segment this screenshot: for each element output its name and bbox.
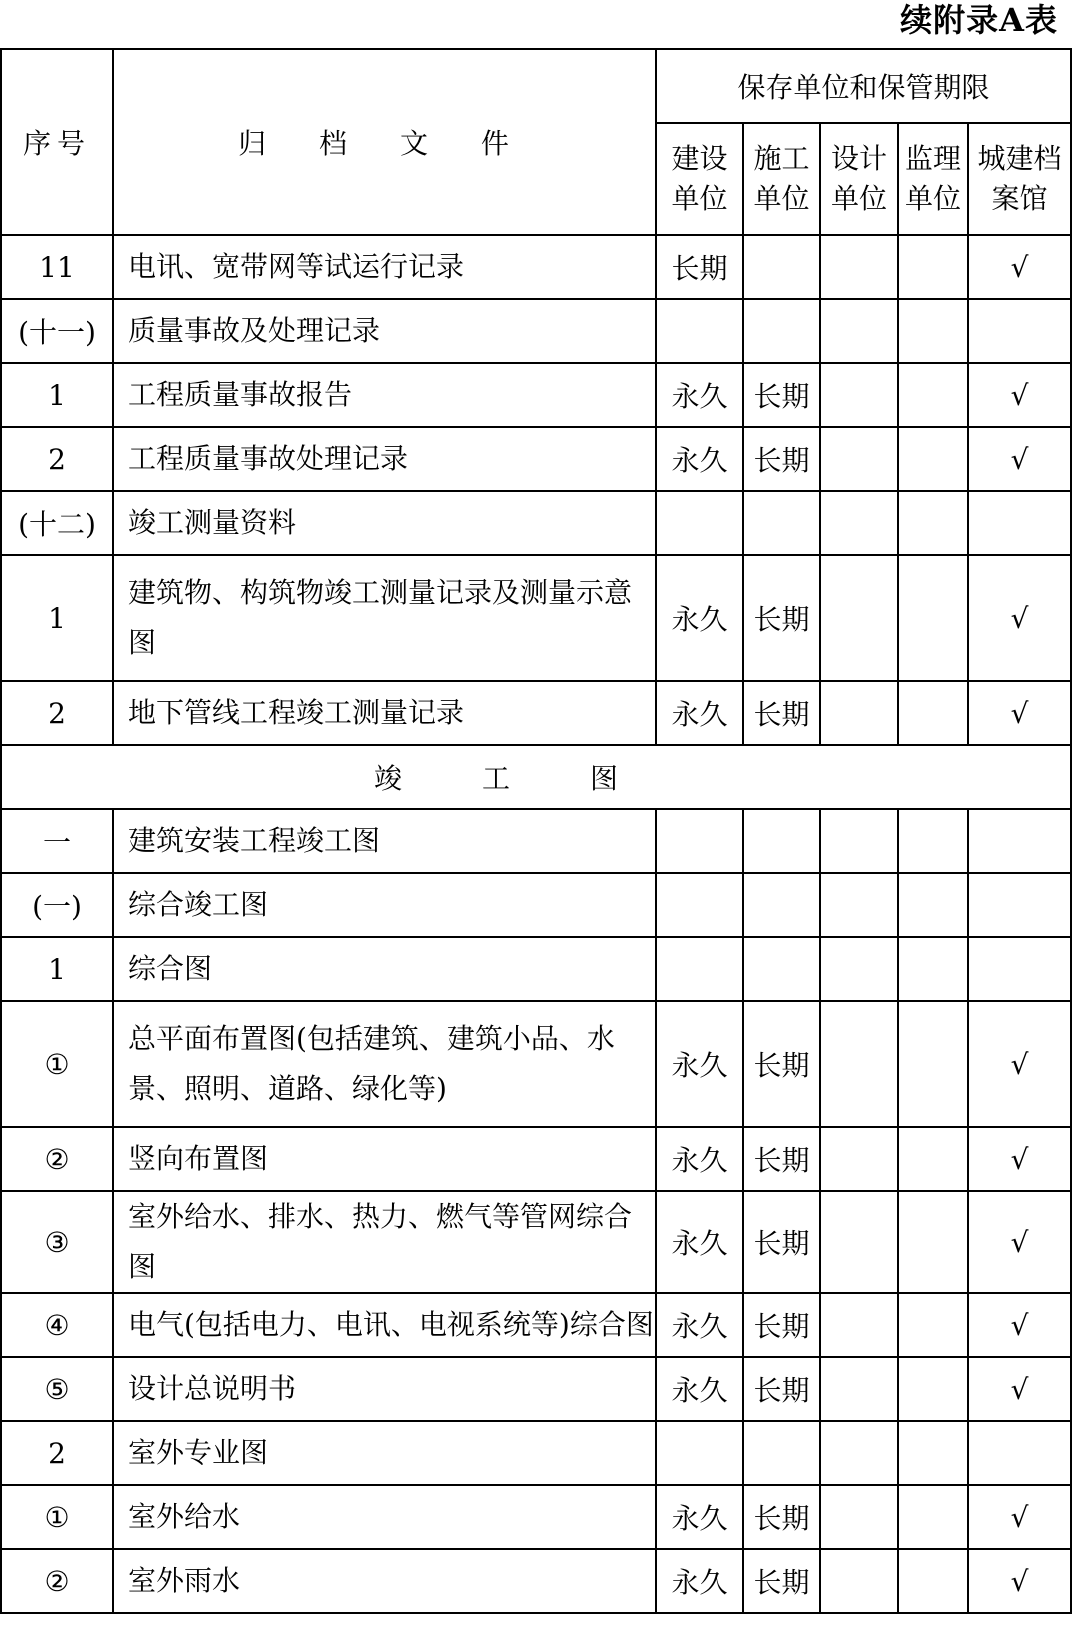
row-design-unit — [820, 681, 898, 745]
row-seq: 1 — [1, 555, 113, 681]
row-contractor-unit: 长期 — [743, 363, 820, 427]
row-supervision-unit — [898, 491, 968, 555]
row-design-unit — [820, 809, 898, 873]
row-design-unit — [820, 1485, 898, 1549]
row-design-unit — [820, 299, 898, 363]
row-document: 电气(包括电力、电讯、电视系统等)综合图 — [113, 1293, 656, 1357]
row-document: 电讯、宽带网等试运行记录 — [113, 235, 656, 299]
row-design-unit — [820, 235, 898, 299]
row-seq: ⑤ — [1, 1357, 113, 1421]
header-col-archive: 城建档 案馆 — [968, 123, 1071, 235]
header-seq: 序号 — [1, 49, 113, 235]
row-construction-unit — [656, 491, 743, 555]
row-archive-check: √ — [968, 1357, 1071, 1421]
row-seq: (一) — [1, 873, 113, 937]
row-design-unit — [820, 1293, 898, 1357]
row-archive-check: √ — [968, 1127, 1071, 1191]
row-document: 综合竣工图 — [113, 873, 656, 937]
row-document: 工程质量事故处理记录 — [113, 427, 656, 491]
row-supervision-unit — [898, 363, 968, 427]
row-archive-check — [968, 809, 1071, 873]
table-body-a — [1, 235, 1071, 745]
row-construction-unit — [656, 809, 743, 873]
row-construction-unit: 永久 — [656, 1127, 743, 1191]
table-caption: 续附录A表 — [900, 1, 1058, 39]
row-contractor-unit: 长期 — [743, 555, 820, 681]
row-construction-unit: 永久 — [656, 1293, 743, 1357]
row-seq: 一 — [1, 809, 113, 873]
row-supervision-unit — [898, 555, 968, 681]
row-document: 室外专业图 — [113, 1421, 656, 1485]
row-archive-check — [968, 1421, 1071, 1485]
row-design-unit — [820, 1001, 898, 1127]
row-contractor-unit — [743, 299, 820, 363]
row-design-unit — [820, 363, 898, 427]
row-seq: ③ — [1, 1191, 113, 1293]
row-archive-check — [968, 873, 1071, 937]
row-design-unit — [820, 937, 898, 1001]
header-retention-group: 保存单位和保管期限 — [656, 49, 1071, 123]
row-supervision-unit — [898, 235, 968, 299]
row-construction-unit: 永久 — [656, 1357, 743, 1421]
archive-table — [0, 48, 1072, 1614]
row-supervision-unit — [898, 873, 968, 937]
row-construction-unit: 永久 — [656, 681, 743, 745]
row-contractor-unit: 长期 — [743, 1001, 820, 1127]
row-document: 总平面布置图(包括建筑、建筑小品、水景、照明、道路、绿化等) — [113, 1001, 656, 1127]
row-contractor-unit: 长期 — [743, 1357, 820, 1421]
row-contractor-unit — [743, 491, 820, 555]
row-construction-unit: 永久 — [656, 1191, 743, 1293]
table-row — [1, 937, 1071, 1001]
row-archive-check — [968, 491, 1071, 555]
row-archive-check: √ — [968, 681, 1071, 745]
row-construction-unit — [656, 299, 743, 363]
section-row — [1, 745, 1071, 809]
row-supervision-unit — [898, 1485, 968, 1549]
row-document: 综合图 — [113, 937, 656, 1001]
row-design-unit — [820, 491, 898, 555]
row-construction-unit: 永久 — [656, 427, 743, 491]
row-seq: ① — [1, 1485, 113, 1549]
row-contractor-unit — [743, 1421, 820, 1485]
row-contractor-unit — [743, 937, 820, 1001]
row-construction-unit: 长期 — [656, 235, 743, 299]
row-document: 质量事故及处理记录 — [113, 299, 656, 363]
row-design-unit — [820, 1549, 898, 1613]
row-seq: 1 — [1, 363, 113, 427]
row-archive-check: √ — [968, 1191, 1071, 1293]
row-contractor-unit: 长期 — [743, 1293, 820, 1357]
table-row — [1, 809, 1071, 873]
row-contractor-unit: 长期 — [743, 1127, 820, 1191]
row-archive-check — [968, 299, 1071, 363]
row-contractor-unit: 长期 — [743, 427, 820, 491]
row-construction-unit: 永久 — [656, 1001, 743, 1127]
table-row — [1, 555, 1071, 681]
row-supervision-unit — [898, 1421, 968, 1485]
section-title: 竣工图 — [1, 745, 1071, 809]
row-document: 竖向布置图 — [113, 1127, 656, 1191]
row-document: 设计总说明书 — [113, 1357, 656, 1421]
row-seq: 11 — [1, 235, 113, 299]
row-contractor-unit: 长期 — [743, 1485, 820, 1549]
header-col-construction: 建设 单位 — [656, 123, 743, 235]
row-design-unit — [820, 1357, 898, 1421]
row-supervision-unit — [898, 1293, 968, 1357]
row-supervision-unit — [898, 1357, 968, 1421]
row-archive-check: √ — [968, 1549, 1071, 1613]
row-construction-unit: 永久 — [656, 363, 743, 427]
table-row — [1, 1001, 1071, 1127]
row-seq: (十二) — [1, 491, 113, 555]
row-archive-check: √ — [968, 1485, 1071, 1549]
section-row-group — [1, 745, 1071, 809]
row-supervision-unit — [898, 1191, 968, 1293]
row-document: 地下管线工程竣工测量记录 — [113, 681, 656, 745]
row-supervision-unit — [898, 1549, 968, 1613]
table-row — [1, 363, 1071, 427]
row-seq: ① — [1, 1001, 113, 1127]
row-seq: (十一) — [1, 299, 113, 363]
row-document: 建筑物、构筑物竣工测量记录及测量示意图 — [113, 555, 656, 681]
row-archive-check: √ — [968, 427, 1071, 491]
table-row — [1, 235, 1071, 299]
table-row — [1, 1191, 1071, 1293]
row-supervision-unit — [898, 809, 968, 873]
row-archive-check: √ — [968, 555, 1071, 681]
row-document: 工程质量事故报告 — [113, 363, 656, 427]
table-row — [1, 427, 1071, 491]
row-contractor-unit — [743, 873, 820, 937]
table-row — [1, 1127, 1071, 1191]
table-row — [1, 1293, 1071, 1357]
row-construction-unit: 永久 — [656, 1485, 743, 1549]
row-contractor-unit: 长期 — [743, 681, 820, 745]
header-col-contractor: 施工 单位 — [743, 123, 820, 235]
row-archive-check: √ — [968, 363, 1071, 427]
row-contractor-unit: 长期 — [743, 1549, 820, 1613]
table-row — [1, 873, 1071, 937]
table-row — [1, 1549, 1071, 1613]
row-document: 竣工测量资料 — [113, 491, 656, 555]
row-construction-unit: 永久 — [656, 1549, 743, 1613]
table-row — [1, 299, 1071, 363]
table-row — [1, 1421, 1071, 1485]
row-design-unit — [820, 555, 898, 681]
row-archive-check: √ — [968, 1293, 1071, 1357]
table-row — [1, 491, 1071, 555]
row-document: 室外给水 — [113, 1485, 656, 1549]
table-body-b — [1, 809, 1071, 1613]
table-row — [1, 681, 1071, 745]
row-archive-check: √ — [968, 1001, 1071, 1127]
header-col-design: 设计 单位 — [820, 123, 898, 235]
row-seq: 2 — [1, 1421, 113, 1485]
row-contractor-unit — [743, 235, 820, 299]
row-design-unit — [820, 1191, 898, 1293]
row-construction-unit: 永久 — [656, 555, 743, 681]
row-seq: ② — [1, 1549, 113, 1613]
row-seq: 2 — [1, 681, 113, 745]
row-contractor-unit: 长期 — [743, 1191, 820, 1293]
row-supervision-unit — [898, 681, 968, 745]
row-archive-check: √ — [968, 235, 1071, 299]
row-supervision-unit — [898, 299, 968, 363]
row-supervision-unit — [898, 937, 968, 1001]
row-seq: ④ — [1, 1293, 113, 1357]
row-seq: 2 — [1, 427, 113, 491]
table-row — [1, 1485, 1071, 1549]
row-design-unit — [820, 1127, 898, 1191]
row-document: 建筑安装工程竣工图 — [113, 809, 656, 873]
row-seq: ② — [1, 1127, 113, 1191]
row-contractor-unit — [743, 809, 820, 873]
row-archive-check — [968, 937, 1071, 1001]
row-design-unit — [820, 427, 898, 491]
header-doc: 归 档 文 件 — [113, 49, 656, 235]
table-row — [1, 1357, 1071, 1421]
row-construction-unit — [656, 1421, 743, 1485]
row-construction-unit — [656, 873, 743, 937]
header-col-supervision: 监理 单位 — [898, 123, 968, 235]
row-construction-unit — [656, 937, 743, 1001]
row-document: 室外雨水 — [113, 1549, 656, 1613]
row-document: 室外给水、排水、热力、燃气等管网综合图 — [113, 1191, 656, 1293]
row-supervision-unit — [898, 1001, 968, 1127]
row-supervision-unit — [898, 427, 968, 491]
row-design-unit — [820, 873, 898, 937]
row-seq: 1 — [1, 937, 113, 1001]
row-supervision-unit — [898, 1127, 968, 1191]
row-design-unit — [820, 1421, 898, 1485]
